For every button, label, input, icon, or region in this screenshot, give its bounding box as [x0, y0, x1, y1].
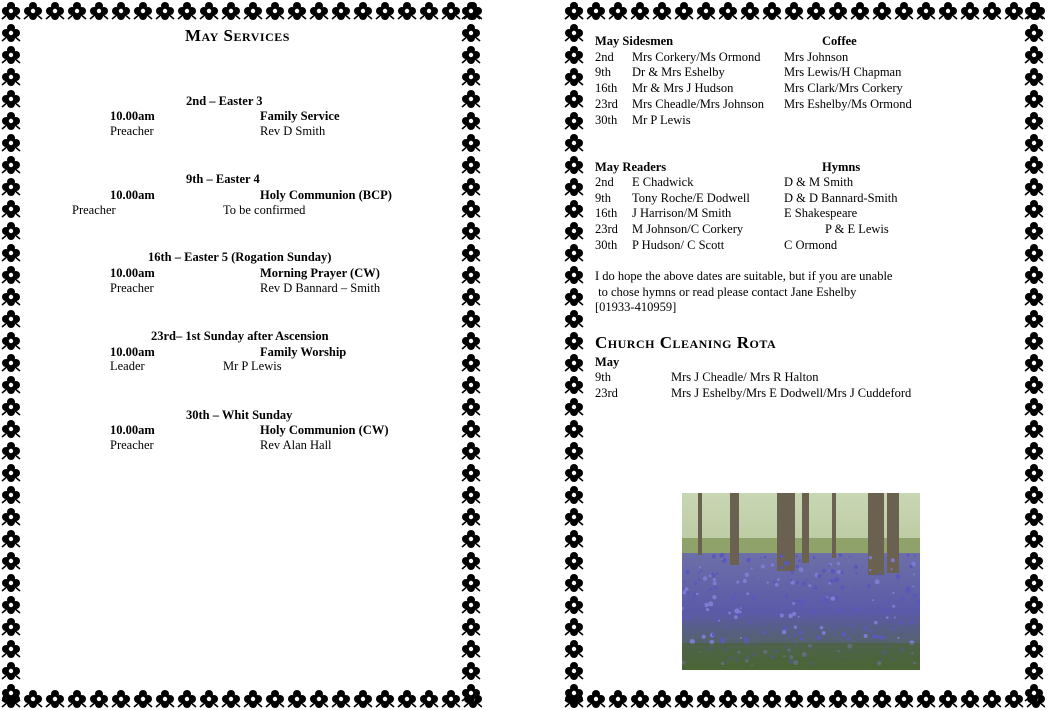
service-name: Family Service	[260, 109, 340, 123]
row-coffee: Mrs Clark/Mrs Corkery	[784, 81, 903, 95]
readers-heading: May Readers	[595, 160, 667, 174]
floral-border-right	[1023, 0, 1045, 710]
hymns-heading: Hymns	[822, 160, 861, 174]
row-names: P Hudson/ C Scott	[632, 238, 725, 252]
row-names: Mrs J Cheadle/ Mrs R Halton	[671, 370, 819, 384]
floral-border-bottom	[563, 688, 1045, 710]
row-names: Mr P Lewis	[632, 113, 691, 127]
note-line: to chose hymns or read please contact Jane Eshelby	[595, 285, 857, 299]
row-names: Mrs Corkery/Ms Ormond	[632, 50, 761, 64]
floral-border-left	[563, 0, 585, 710]
service-time: 10.00am	[110, 423, 155, 437]
row-names: M Johnson/C Corkery	[632, 222, 744, 236]
row-names: Mr & Mrs J Hudson	[632, 81, 734, 95]
service-role: Leader	[110, 359, 145, 373]
row-date: 23rd	[595, 222, 618, 236]
service-heading: 9th – Easter 4	[186, 172, 260, 186]
right-page	[563, 0, 1045, 710]
cleaning-month: May	[595, 355, 620, 369]
row-names: Mrs J Eshelby/Mrs E Dodwell/Mrs J Cuddeford	[671, 386, 912, 400]
service-heading: 2nd – Easter 3	[186, 94, 263, 108]
row-date: 16th	[595, 81, 618, 95]
service-name: Family Worship	[260, 345, 347, 359]
row-date: 30th	[595, 113, 618, 127]
service-time: 10.00am	[110, 266, 155, 280]
cleaning-title: Church Cleaning Rota	[595, 333, 777, 352]
floral-border-right	[460, 0, 482, 710]
row-date: 9th	[595, 370, 611, 384]
service-person: Mr P Lewis	[223, 359, 282, 373]
row-date: 23rd	[595, 97, 618, 111]
service-name: Holy Communion (BCP)	[260, 188, 392, 202]
service-name: Holy Communion (CW)	[260, 423, 389, 437]
service-name: Morning Prayer (CW)	[260, 266, 380, 280]
floral-border-bottom	[0, 688, 482, 710]
row-hymns: E Shakespeare	[784, 206, 858, 220]
floral-border-left	[0, 0, 22, 710]
service-role: Preacher	[72, 203, 116, 217]
row-date: 9th	[595, 191, 611, 205]
row-hymns: D & D Bannard-Smith	[784, 191, 898, 205]
row-date: 2nd	[595, 175, 614, 189]
row-coffee: Mrs Johnson	[784, 50, 849, 64]
row-names: Dr & Mrs Eshelby	[632, 65, 725, 79]
left-page	[0, 0, 482, 710]
row-coffee: Mrs Eshelby/Ms Ormond	[784, 97, 912, 111]
service-time: 10.00am	[110, 109, 155, 123]
bluebell-woodland-photo	[682, 493, 920, 670]
floral-border-top	[0, 0, 482, 22]
service-role: Preacher	[110, 438, 154, 452]
service-role: Preacher	[110, 124, 154, 138]
service-heading: 30th – Whit Sunday	[186, 408, 293, 422]
sidesmen-heading: May Sidesmen	[595, 34, 674, 48]
row-date: 30th	[595, 238, 618, 252]
service-person: To be confirmed	[223, 203, 306, 217]
service-person: Rev D Bannard – Smith	[260, 281, 381, 295]
row-coffee: Mrs Lewis/H Chapman	[784, 65, 902, 79]
service-time: 10.00am	[110, 345, 155, 359]
row-names: J Harrison/M Smith	[632, 206, 732, 220]
row-date: 23rd	[595, 386, 618, 400]
service-role: Preacher	[110, 281, 154, 295]
note-line: [01933-410959]	[595, 300, 677, 314]
row-hymns: P & E Lewis	[825, 222, 889, 236]
row-date: 9th	[595, 65, 611, 79]
row-names: Tony Roche/E Dodwell	[632, 191, 750, 205]
service-person: Rev D Smith	[260, 124, 326, 138]
page-title: May Services	[185, 26, 290, 45]
row-names: Mrs Cheadle/Mrs Johnson	[632, 97, 764, 111]
row-date: 2nd	[595, 50, 614, 64]
row-names: E Chadwick	[632, 175, 694, 189]
coffee-heading: Coffee	[822, 34, 857, 48]
row-hymns: D & M Smith	[784, 175, 854, 189]
service-person: Rev Alan Hall	[260, 438, 332, 452]
service-heading: 23rd– 1st Sunday after Ascension	[151, 329, 329, 343]
service-heading: 16th – Easter 5 (Rogation Sunday)	[148, 250, 332, 264]
row-hymns: C Ormond	[784, 238, 838, 252]
floral-border-top	[563, 0, 1045, 22]
row-date: 16th	[595, 206, 618, 220]
note-line: I do hope the above dates are suitable, but if you are unable	[595, 269, 893, 283]
service-time: 10.00am	[110, 188, 155, 202]
